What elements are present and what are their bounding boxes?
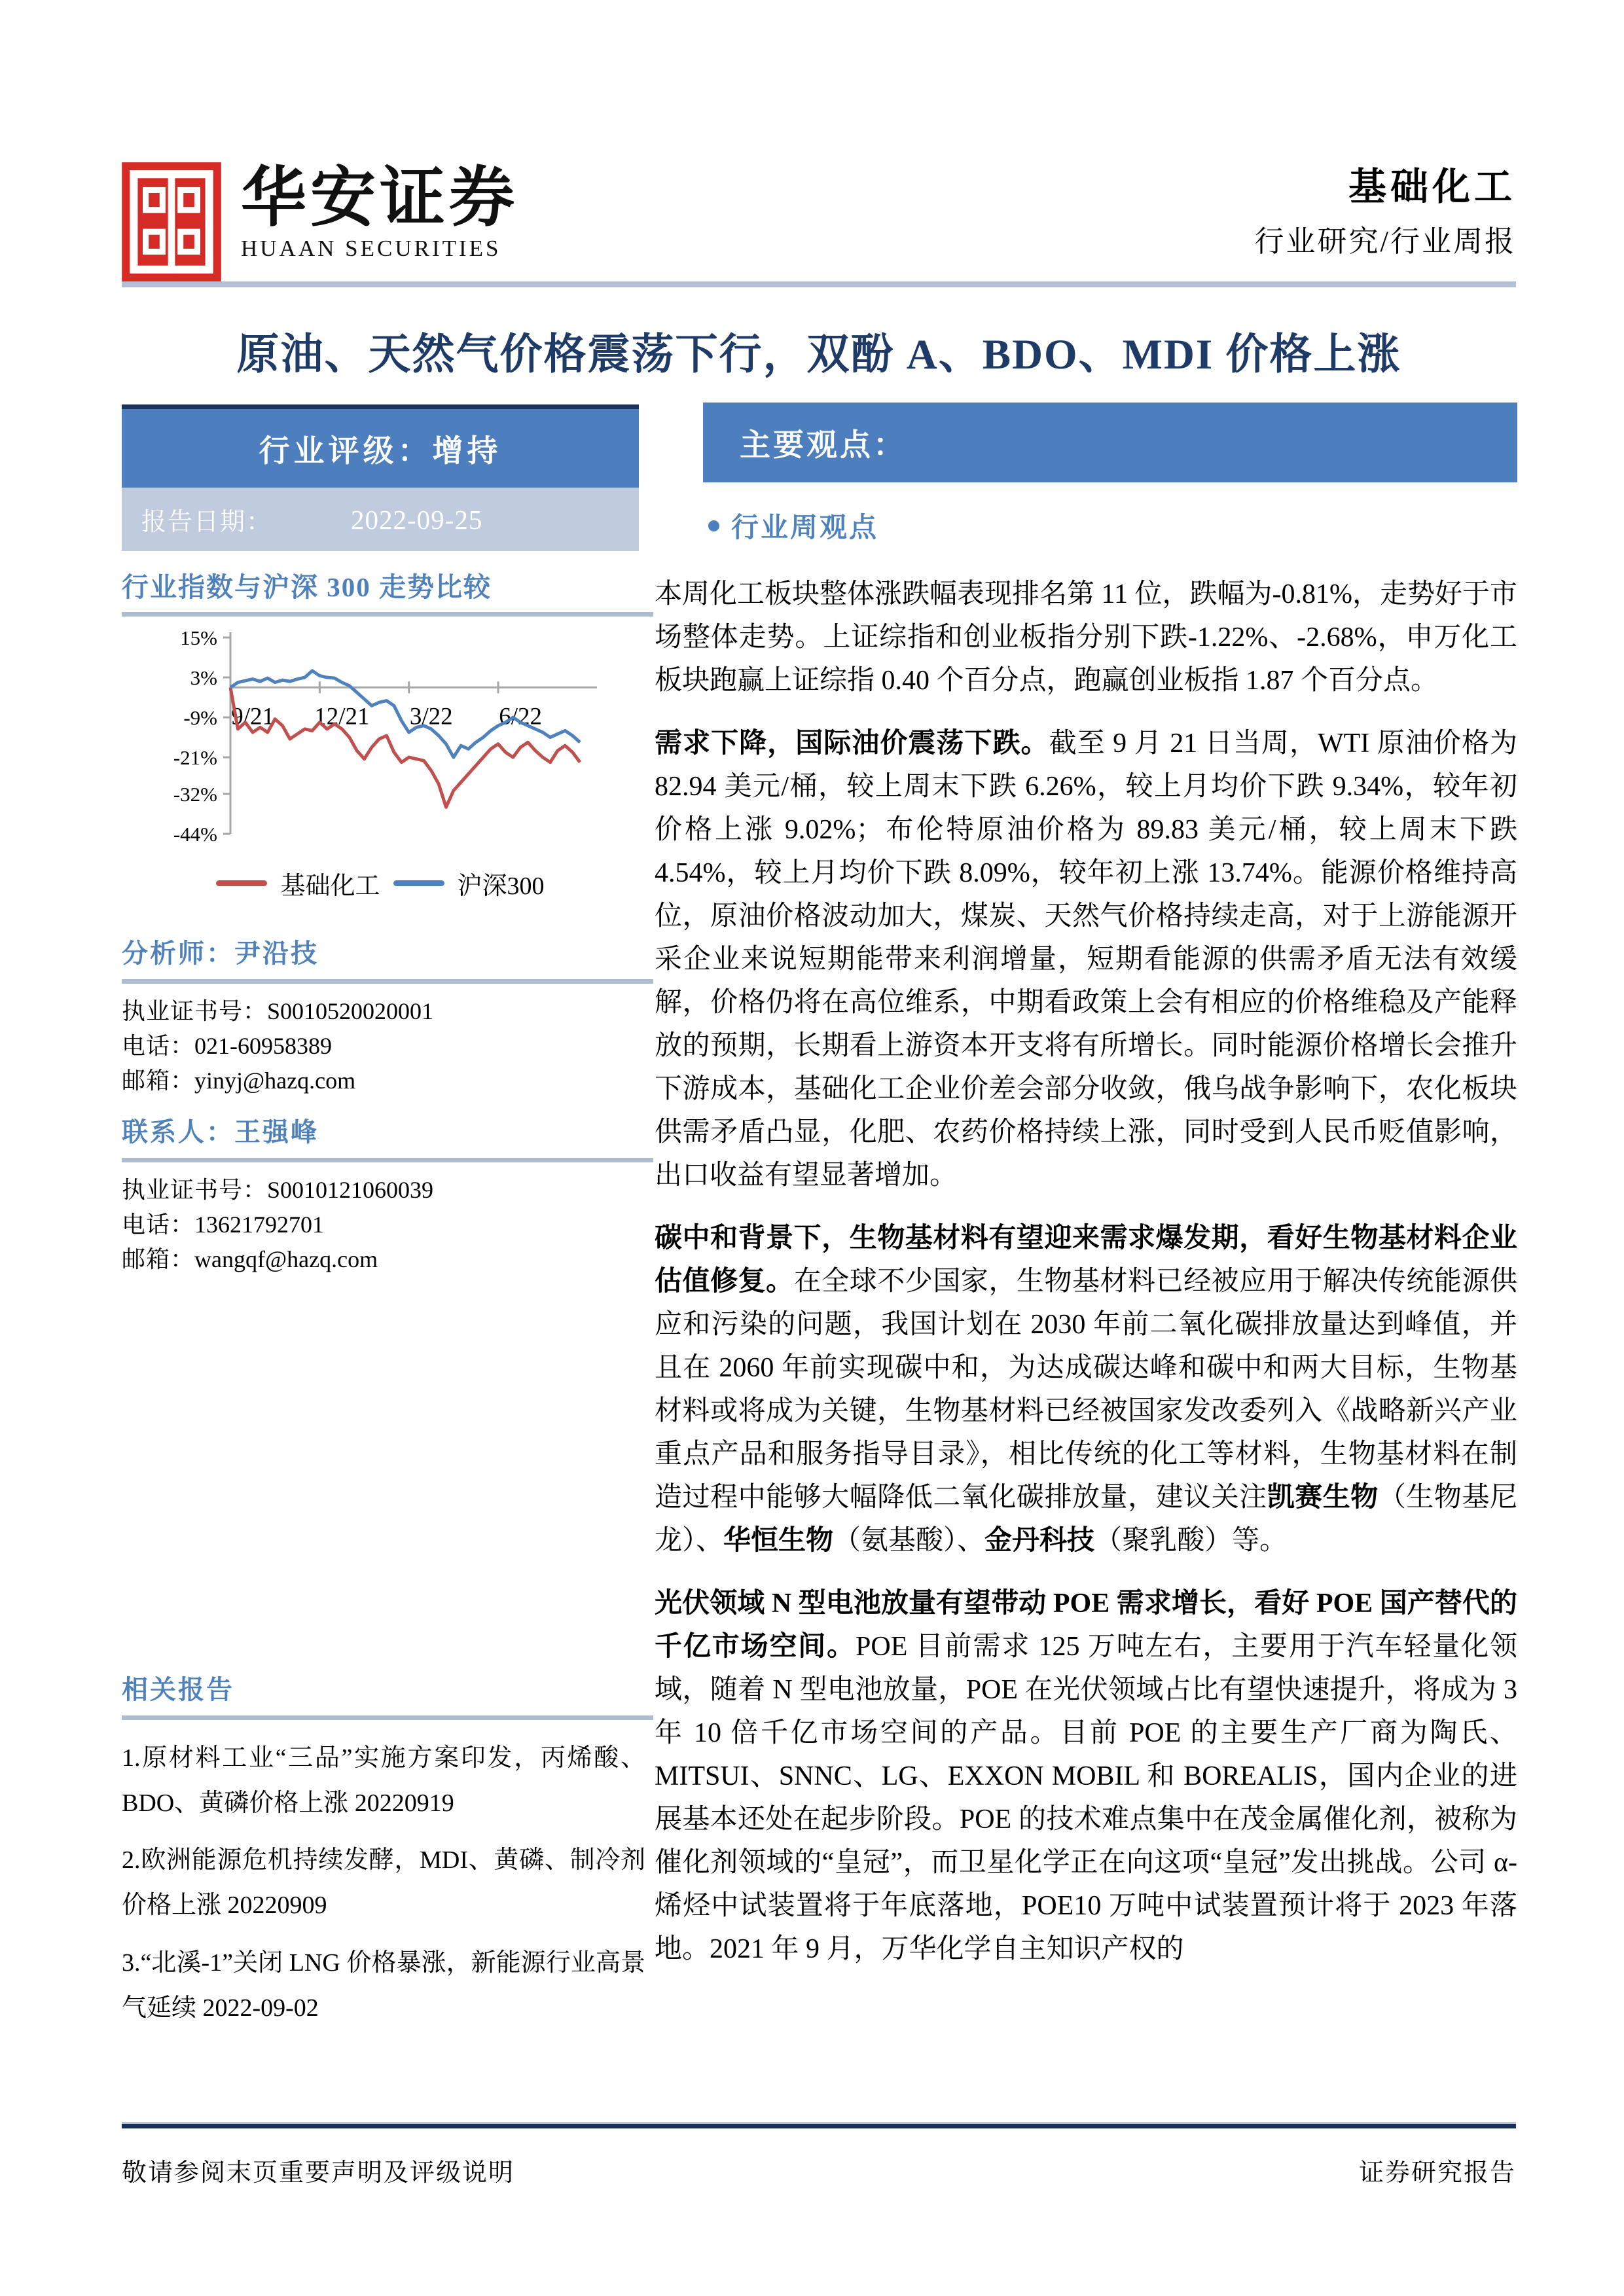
x-tick-label: 12/21 xyxy=(314,703,370,730)
report-date-label: 报告日期： xyxy=(141,509,273,536)
contact-heading: 联系人：王强峰 xyxy=(122,1117,319,1147)
x-tick-label: 6/22 xyxy=(499,703,542,730)
contact-field-row: 电话：021-60958389 xyxy=(122,1033,333,1059)
main-paragraph: 碳中和背景下，生物基材料有望迎来需求爆发期，看好生物基材料企业估值修复。在全球不少国家，生物基材料已经被应用于解决传统能源供应和污染的问题，我国计划在 2030 年前二氧化碳排放量达到峰值，并且在 2060 年前实现碳中和，为达成碳达峰和碳中和两大目标，生物基材料或将成为关键，生物基材料已经被国家发改委列入《战略新兴产业重点产品和服务指导目录》，相比传统的化工等材料，生物基材料在制造过程中能够大幅降低二氧化碳排放量，建议关注凯赛生物（生物基尼龙）、华恒生物（氨基酸）、金丹科技（聚乳酸）等。 xyxy=(655,1223,1517,1556)
related-reports-list xyxy=(122,1736,645,2031)
related-report-item: 1.原材料工业“三品”实施方案印发，丙烯酸、BDO、黄磷价格上涨 20220919 xyxy=(122,1744,645,1818)
related-report-item: 2.欧洲能源危机持续发酵，MDI、黄磷、制冷剂价格上涨 20220909 xyxy=(122,1846,645,1920)
weekly-view-bullet xyxy=(708,506,1517,545)
main-paragraph: 本周化工板块整体涨跌幅表现排名第 11 位，跌幅为-0.81%，走势好于市场整体走势。上证综指和创业板指分别下跌-1.22%、-2.68%，申万化工板块跑赢上证综指 0.40 个百分点，跑赢创业板指 1.87 个百分点。 xyxy=(655,579,1517,696)
related-reports-divider xyxy=(122,1715,653,1720)
analyst-heading: 分析师：尹沿技 xyxy=(122,939,319,968)
main-content xyxy=(655,403,1517,1990)
chart-legend xyxy=(122,865,639,901)
x-tick-label: 3/22 xyxy=(409,703,453,730)
logo-text-en: HUAAN SECURITIES xyxy=(241,236,501,261)
legend-red-swatch xyxy=(216,880,267,886)
main-paragraph: 需求下降，国际油价震荡下跌。截至 9 月 21 日当周，WTI 原油价格为 82.94 美元/桶，较上周末下跌 6.26%，较上月均价下跌 9.34%，较年初价格上涨 9.02%；布伦特原油价格为 89.83 美元/桶，较上周末下跌 4.54%，较上月均价下跌 8.09%，较年初上涨 13.74%。能源价格维持高位，原油价格波动加大，煤炭、天然气价格持续走高，对于上游能源开采企业来说短期能带来利润增量，短期看能源的供需矛盾无法有效缓解，价格仍将在高位维系，中期看政策上会有相应的价格维稳及产能释放的预期，长期看上游资本开支将有所增长。同时能源价格增长会推升下游成本，基础化工企业价差会部分收敛，俄乌战争影响下，农化板块供需矛盾凸显，化肥、农药价格持续上涨，同时受到人民币贬值影响，出口收益有望显著增加。 xyxy=(655,728,1517,1191)
page-title: 原油、天然气价格震荡下行，双酚 A、BDO、MDI 价格上涨 xyxy=(236,331,1401,378)
body-paragraphs xyxy=(655,573,1517,1971)
y-tick-label: -9% xyxy=(183,706,217,730)
contact-field-row: 邮箱：yinyj@hazq.com xyxy=(122,1067,356,1094)
y-tick-label: -21% xyxy=(173,746,217,770)
industry-label: 基础化工 xyxy=(1348,166,1516,208)
huaan-seal-icon xyxy=(122,162,221,281)
y-tick-label: -44% xyxy=(173,823,217,846)
logo-text xyxy=(241,162,518,262)
analyst-fields xyxy=(122,994,639,1098)
report-type-label: 行业研究/行业周报 xyxy=(1254,225,1516,258)
footer-doc-type: 证券研究报告 xyxy=(1358,2159,1516,2187)
contact-field-row: 电话：13621792701 xyxy=(122,1211,325,1238)
related-report-item: 3.“北溪-1”关闭 LNG 价格暴涨，新能源行业高景气延续 2022-09-02 xyxy=(122,1948,645,2022)
x-tick-label: 9/21 xyxy=(231,703,274,730)
footer-divider xyxy=(122,2122,1516,2128)
contact-field-row: 邮箱：wangqf@hazq.com xyxy=(122,1246,378,1272)
bullet-icon xyxy=(708,520,719,531)
industry-rating-badge: 行业评级：增持 xyxy=(122,409,639,488)
rating-bar-topline xyxy=(122,404,639,409)
related-reports-section xyxy=(122,1669,645,2043)
legend-blue-swatch xyxy=(393,880,444,886)
contact-fields xyxy=(122,1173,639,1277)
contact-field-row: 执业证书号：S0010520020001 xyxy=(122,998,434,1024)
analyst-divider xyxy=(122,979,653,984)
sidebar xyxy=(122,404,645,2022)
legend-label-hs300: 沪深300 xyxy=(457,872,545,900)
related-reports-heading: 相关报告 xyxy=(122,1675,234,1704)
company-logo xyxy=(122,162,518,281)
report-date-value: 2022-09-25 xyxy=(351,504,483,535)
chart-title-divider xyxy=(122,612,653,617)
logo-text-cn: 华安证券 xyxy=(241,162,518,234)
contact-field-row: 执业证书号：S0010121060039 xyxy=(122,1177,434,1203)
weekly-view-label: 行业周观点 xyxy=(731,513,879,543)
contact-divider xyxy=(122,1158,653,1162)
main-section-heading: 主要观点： xyxy=(703,403,1517,482)
y-tick-label: 3% xyxy=(190,666,217,690)
chart-title: 行业指数与沪深 300 走势比较 xyxy=(122,572,492,602)
y-tick-label: 15% xyxy=(180,626,217,649)
legend-label-industry: 基础化工 xyxy=(280,872,380,900)
y-tick-label: -32% xyxy=(173,782,217,806)
header-divider xyxy=(122,281,1516,287)
footer-disclaimer: 敬请参阅末页重要声明及评级说明 xyxy=(122,2159,515,2187)
trend-chart xyxy=(122,623,639,860)
main-paragraph: 光伏领域 N 型电池放量有望带动 POE 需求增长，看好 POE 国产替代的千亿市场空间。POE 目前需求 125 万吨左右，主要用于汽车轻量化领域，随着 N 型电池放量，POE 在光伏领域占比有望快速提升，将成为 3 年 10 倍千亿市场空间的产品。目前 POE 的主要生产厂商为陶氏、MITSUI、SNNC、LG、EXXON MOBIL 和 BOREALIS，国内企业的进展基本还处在起步阶段。POE 的技术难点集中在茂金属催化剂，被称为催化剂领域的“皇冠”，而卫星化学正在向这项“皇冠”发出挑战。公司 α-烯烃中试装置将于年底落地，POE10 万吨中试装置预计将于 2023 年落地。2021 年 9 月，万华化学自主知识产权的 xyxy=(655,1588,1517,1964)
report-date-bar xyxy=(122,488,639,551)
